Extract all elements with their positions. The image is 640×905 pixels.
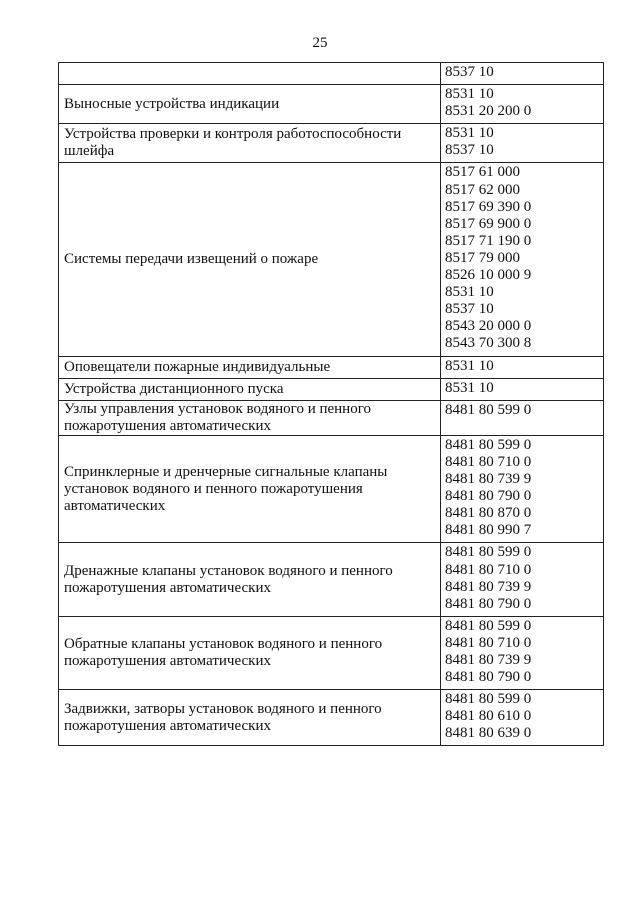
tn-ved-code: 8537 10 (445, 64, 494, 80)
product-name-cell: Выносные устройства индикации (59, 85, 441, 124)
tn-ved-code-cell (441, 435, 604, 543)
table-row (59, 543, 604, 616)
tn-ved-code: 8543 70 300 8 (445, 335, 532, 352)
table-body (59, 63, 604, 746)
tn-ved-code: 8481 80 599 0 (445, 544, 532, 561)
tn-ved-code-cell (441, 400, 604, 435)
product-code-table (58, 62, 604, 746)
product-name-cell: Обратные клапаны установок водяного и пенного пожаротушения автоматических (59, 616, 441, 689)
product-name-cell: Дренажные клапаны установок водяного и пенного пожаротушения автоматических (59, 543, 441, 616)
tn-ved-code: 8481 80 790 0 (445, 669, 532, 686)
tn-ved-code: 8517 79 000 (445, 249, 520, 266)
tn-ved-code: 8481 80 990 7 (445, 522, 532, 539)
tn-ved-code: 8481 80 599 0 (445, 436, 532, 453)
tn-ved-code: 8526 10 000 9 (445, 267, 532, 284)
tn-ved-code: 8537 10 (445, 142, 494, 159)
tn-ved-code: 8481 80 790 0 (445, 488, 532, 505)
product-name-cell: Спринклерные и дренчерные сигнальные клапаны установок водяного и пенного пожаротушения автоматических (59, 435, 441, 543)
tn-ved-code-cell (441, 163, 604, 356)
tn-ved-code: 8481 80 599 0 (445, 401, 532, 418)
table-row (59, 690, 604, 746)
product-name-cell: Оповещатели пожарные индивидуальные (59, 356, 441, 378)
tn-ved-code: 8481 80 739 9 (445, 652, 532, 668)
tn-ved-code: 8531 10 (445, 125, 494, 142)
tn-ved-code: 8517 69 390 0 (445, 198, 532, 215)
tn-ved-code-cell (441, 124, 604, 163)
tn-ved-code: 8531 10 (445, 379, 494, 396)
table-row (59, 378, 604, 400)
tn-ved-code: 8531 10 (445, 357, 494, 374)
tn-ved-code: 8481 80 870 0 (445, 505, 532, 522)
tn-ved-code: 8481 80 710 0 (445, 634, 532, 651)
tn-ved-code: 8543 20 000 0 (445, 318, 532, 335)
tn-ved-code-cell (441, 63, 604, 85)
tn-ved-code-cell (441, 378, 604, 400)
tn-ved-code-cell (441, 543, 604, 616)
product-name-cell (59, 63, 441, 85)
table-row (59, 616, 604, 689)
product-name-cell: Устройства дистанционного пуска (59, 378, 441, 400)
tn-ved-code: 8517 71 190 0 (445, 232, 532, 249)
tn-ved-code-cell (441, 616, 604, 689)
page-number: 25 (312, 35, 328, 51)
table-row (59, 85, 604, 124)
tn-ved-code: 8517 69 900 0 (445, 215, 532, 232)
tn-ved-code: 8481 80 710 0 (445, 453, 532, 470)
product-name-cell: Системы передачи извещений о пожаре (59, 163, 441, 356)
tn-ved-code: 8517 62 000 (445, 181, 520, 198)
tn-ved-code: 8531 10 (445, 86, 494, 103)
tn-ved-code: 8537 10 (445, 301, 494, 318)
table-row (59, 163, 604, 356)
tn-ved-code: 8531 20 200 0 (445, 103, 532, 120)
tn-ved-code-cell (441, 85, 604, 124)
tn-ved-code: 8481 80 639 0 (445, 725, 532, 742)
tn-ved-code-cell (441, 690, 604, 746)
tn-ved-code: 8481 80 599 0 (445, 617, 532, 634)
tn-ved-code-cell (441, 356, 604, 378)
table-row (59, 356, 604, 378)
tn-ved-code: 8481 80 599 0 (445, 691, 532, 708)
tn-ved-code: 8481 80 790 0 (445, 595, 532, 612)
tn-ved-code: 8517 61 000 (445, 164, 520, 181)
table-row (59, 435, 604, 543)
product-name-cell: Устройства проверки и контроля работоспособности шлейфа (59, 124, 441, 163)
tn-ved-code: 8481 80 610 0 (445, 708, 532, 725)
tn-ved-code: 8531 10 (445, 284, 494, 301)
product-name-cell: Задвижки, затворы установок водяного и пенного пожаротушения автоматических (59, 690, 441, 746)
tn-ved-code: 8481 80 739 9 (445, 578, 532, 595)
table-row (59, 400, 604, 435)
table-row (59, 63, 604, 85)
tn-ved-code: 8481 80 739 9 (445, 471, 532, 488)
product-name-cell: Узлы управления установок водяного и пенного пожаротушения автоматических (59, 400, 441, 435)
tn-ved-code: 8481 80 710 0 (445, 561, 532, 578)
table-row (59, 124, 604, 163)
